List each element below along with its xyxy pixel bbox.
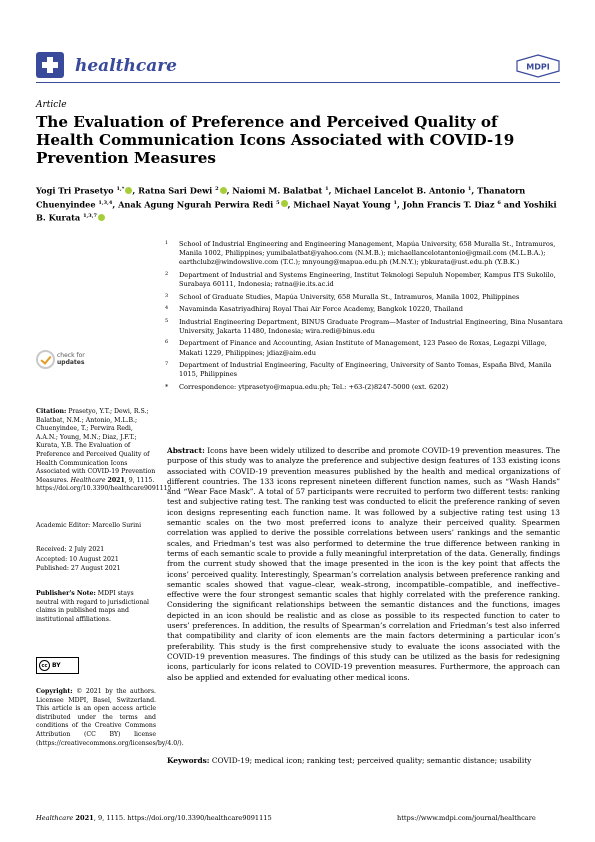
affiliation-item (165, 305, 565, 314)
publisher-note-label: Publisher's Note: (36, 590, 96, 597)
citation-journal: Healthcare (70, 476, 106, 484)
orcid-icon[interactable] (281, 200, 288, 207)
keywords-label: Keywords: (167, 756, 210, 765)
affiliation-item (165, 383, 565, 392)
author-separator: , (132, 185, 136, 196)
affiliation-item (165, 240, 565, 268)
author-separator: , (226, 185, 230, 196)
header-divider (36, 82, 560, 83)
affiliation-item (165, 318, 565, 336)
check-updates-line2: updates (57, 359, 85, 366)
citation-doi[interactable]: , 9, 1115. https://doi.org/10.3390/healthcare9091115 (36, 476, 172, 493)
author-affiliation-marker: 1 (393, 199, 397, 206)
affiliation-text: Correspondence: ytprasetyo@mapua.edu.ph; Tel.: +63-(2)8247-5000 (ext. 6202) (179, 382, 449, 391)
affiliation-text: Department of Industrial and Systems Engineering, Institut Teknologi Sepuluh Nopember, Kampus ITS Sukolilo, Surabaya 60111, Indonesia; ratna@ie.its.ac.id (179, 270, 556, 289)
affiliation-number: 3 (165, 292, 169, 299)
footer-citation (36, 814, 272, 822)
publisher-note-text: MDPI stays neutral with regard to jurisdictional claims in published maps and institutional affiliations. (36, 590, 150, 623)
date-accepted: Accepted: 10 August 2021 (36, 555, 119, 563)
by-label: BY (52, 662, 61, 669)
check-updates-line1: check for (57, 352, 85, 359)
cc-icon: cc (39, 660, 50, 671)
affiliation-number: * (165, 382, 169, 391)
author-affiliation-marker: 5 (276, 199, 280, 206)
affiliation-item (165, 361, 565, 379)
author-affiliation-marker: 1,3,7 (83, 213, 97, 220)
footer-doi[interactable]: , 9, 1115. https://doi.org/10.3390/healthcare9091115 (93, 814, 272, 822)
affiliation-item (165, 271, 565, 289)
author-separator: , (287, 199, 291, 210)
affiliation-text: Navaminda Kasatriyadhiraj Royal Thai Air Force Academy, Bangkok 10220, Thailand (179, 305, 463, 314)
journal-logo-icon (36, 52, 64, 78)
affiliation-item (165, 339, 565, 357)
article-type: Article (36, 100, 67, 110)
journal-name: healthcare (75, 56, 177, 76)
affiliation-text: Industrial Engineering Department, BINUS Graduate Program—Master of Industrial Engineering, Bina Nusantara University, Jakarta 11480, Indonesia; wira.redi@binus.edu (179, 317, 563, 335)
footer-journal: Healthcare (36, 814, 74, 822)
affiliation-item (165, 293, 565, 302)
affiliation-number: 6 (165, 339, 169, 346)
check-for-updates-button[interactable] (36, 350, 116, 374)
author-affiliation-marker: 2 (215, 186, 219, 192)
date-published: Published: 27 August 2021 (36, 565, 121, 573)
footer-journal-url[interactable]: https://www.mdpi.com/journal/healthcare (397, 814, 536, 822)
author-name: Yogi Tri Prasetyo (36, 185, 114, 196)
copyright-block (36, 688, 184, 748)
check-updates-icon (36, 350, 55, 369)
affiliation-number: 7 (165, 361, 169, 368)
affiliation-number: 1 (165, 240, 169, 246)
author-separator: , (396, 199, 400, 210)
keywords-text: COVID-19; medical icon; ranking test; perceived quality; semantic distance; usability (211, 756, 532, 765)
affiliation-number: 2 (165, 270, 169, 277)
orcid-icon[interactable] (220, 187, 227, 194)
date-received: Received: 2 July 2021 (36, 546, 105, 553)
affiliation-number: 4 (165, 305, 169, 312)
orcid-icon[interactable] (98, 214, 105, 221)
author-name: Yoshiki B. Kurata (36, 199, 557, 224)
author-separator: , (112, 199, 116, 210)
keywords (167, 756, 560, 766)
citation-year: 2021 (107, 476, 125, 484)
author-name: Anak Agung Ngurah Perwira Redi (118, 199, 274, 210)
copyright-text: © 2021 by the authors. Licensee MDPI, Basel, Switzerland. This article is an open access article distributed under the terms and conditions of the Creative Commons Attribution (CC BY) license (https://creativecommons.org/licenses/by/4.0/). (36, 688, 184, 747)
author-name: John Francis T. Diaz (402, 199, 495, 210)
copyright-label: Copyright: (36, 688, 73, 695)
citation-block (36, 408, 172, 494)
abstract-text: Icons have been widely utilized to describe and promote COVID-19 prevention measures. The purpose of this study was to analyze the preference and subjective design features of 133 existing icons associated with COVID-19 prevention measures published by the health and medical organizations of different countries. The 133 icons represent nineteen different function names, such as “Wash Hands” and “Wear Face Mask”. A total of 57 participants were recruited to perform two different tests: ranking test and subjective rating test. The ranking test was conducted to elicit the preference ranking of seven icon designs representing each function name. It was followed by a subjective rating test using 13 semantic scales on the two most preferred icons to analyze their perceived quality. Spearmen correlation was applied to derive the possible correlations between users’ rankings and the semantic scales, and Friedman’s test was also performed to determine the true difference between ranking in terms of each semantic scale to provide a fully meaningful interpretation of the data. Generally, findings from the current study showed that the image presented in the icon is the key point that affects the icons’ perceived quality. Interestingly, Spearman’s correlation analysis between preference ranking and semantic scales showed that vague–clear, weak–strong, incompatible–compatible, and ineffective–effective were the four strongest semantic scales that highly correlated with the preference ranking. Considering the significant relationships between the semantic distances and the functions, images depicted in an icon should be realistic and as close as possible to its respected function to cater to users’ preferences. In addition, the results of Spearman’s correlation and Friedman’s test also inferred that compatibility and clarity of icon elements are the main factors determining a particular icon’s preferability. This study is the first comprehensive study to evaluate the icons associated with the COVID-19 prevention measures. The findings of this study can be utilized as the basis for redesigning icons, particularly for icons related to COVID-19 prevention measures. Furthermore, the approach can also be applied and extended for evaluating other medical icons. (167, 446, 560, 682)
publication-dates (36, 546, 156, 575)
author-separator: , (471, 185, 475, 196)
affiliation-text: School of Graduate Studies, Mapúa University, 658 Muralla St., Intramuros, Manila 1002, Philippines (179, 292, 520, 301)
author-name: Michael Nayat Young (293, 199, 391, 210)
author-affiliation-marker: 1 (325, 186, 329, 192)
citation-label: Citation: (36, 408, 67, 415)
mdpi-logo-text: MDPI (526, 62, 550, 72)
abstract-label: Abstract: (167, 446, 205, 455)
affiliation-text: Department of Industrial Engineering, Faculty of Engineering, University of Santo Tomas, España Blvd, Manila 1015, Philippines (179, 361, 552, 379)
paper-title: The Evaluation of Preference and Perceived Quality of Health Communication Icons Associated with COVID-19 Prevention Measures (36, 113, 515, 167)
author-name: Thanatorn Chuenyindee (36, 185, 526, 210)
author-affiliation-marker: 1,* (116, 186, 125, 192)
mdpi-logo (515, 54, 561, 78)
author-list (36, 183, 561, 224)
academic-editor: Academic Editor: Marcello Surini (36, 522, 142, 529)
affiliation-text: Department of Finance and Accounting, Asian Institute of Management, 123 Paseo de Roxas, Legazpi Village, Makati 1229, Philippines; jdiaz@aim.edu (179, 339, 547, 357)
author-affiliation-marker: 1 (467, 186, 472, 192)
citation-text: Prasetyo, Y.T.; Dewi, R.S.; Balatbat, N.M.; Antonio, M.L.B.; Chuenyindee, T.; Perwira Redi, A.A.N.; Young, M.N.; Diaz, J.F.T.; Kurata, Y.B. The Evaluation of Preference and Perceived Quality of Health Communication Icons Associated with COVID-19 Prevention Measures. (36, 408, 156, 484)
author-separator: , (328, 185, 332, 196)
author-conjunction: and (503, 199, 521, 210)
author-name: Michael Lancelot B. Antonio (334, 185, 466, 196)
publisher-note (36, 590, 156, 624)
affiliation-number: 5 (165, 317, 169, 324)
abstract (167, 446, 560, 683)
author-name: Naiomi M. Balatbat (232, 185, 323, 196)
author-affiliation-marker: 1,3,4 (98, 199, 113, 206)
cc-by-license-badge[interactable] (36, 657, 79, 674)
affiliation-text: School of Industrial Engineering and Engineering Management, Mapúa University, 658 Muralla St., Intramuros, Manila 1002, Philippines; yumibalatbat@yahoo.com (N.M.B.); michaellancelotantonio@gmail.com (M.L.B.A.); earthclubz@windowslive.com (T.C.); mnyoung@mapua.edu.ph (M.N.Y.); ybkurata@ust.edu.ph (Y.B.K.) (179, 240, 556, 267)
affiliations-list (165, 240, 565, 395)
footer-year: 2021 (75, 814, 94, 822)
author-name: Ratna Sari Dewi (138, 185, 213, 196)
author-affiliation-marker: 6 (497, 199, 501, 206)
